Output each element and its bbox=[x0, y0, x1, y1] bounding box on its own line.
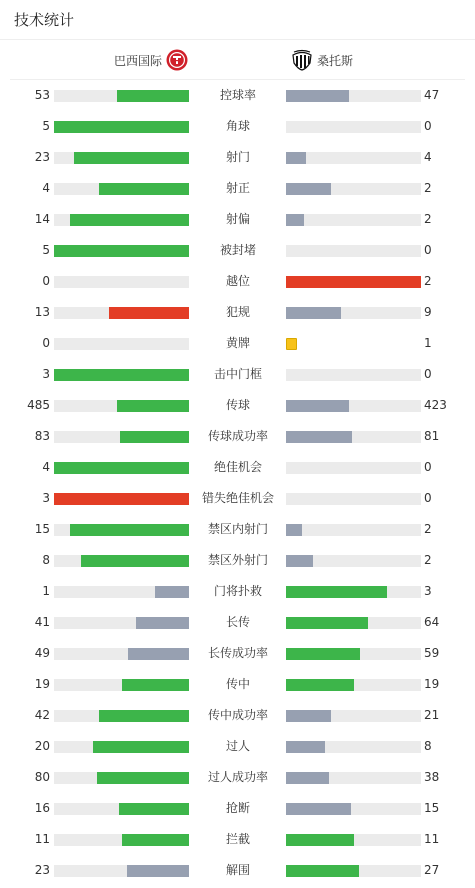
home-stat-bar-fill bbox=[54, 369, 189, 381]
stat-label: 长传成功率 bbox=[207, 646, 268, 660]
stat-row bbox=[0, 328, 475, 359]
stat-label: 解围 bbox=[225, 863, 250, 877]
away-stat-bar-fill bbox=[286, 679, 354, 691]
away-stat-value: 11 bbox=[424, 832, 440, 846]
away-stat-bar-fill bbox=[286, 276, 421, 288]
stat-label: 禁区内射门 bbox=[207, 522, 268, 536]
home-stat-bar bbox=[54, 276, 189, 288]
away-stat-bar-fill bbox=[286, 524, 302, 536]
away-stat-bar-fill bbox=[286, 152, 306, 164]
away-stat-bar bbox=[286, 369, 421, 381]
home-stat-bar-fill bbox=[54, 121, 189, 133]
away-stat-bar bbox=[286, 462, 421, 474]
away-stat-value: 59 bbox=[424, 646, 440, 660]
home-stat-value: 8 bbox=[42, 553, 50, 567]
away-stat-bar-fill bbox=[286, 431, 352, 443]
stat-label: 抢断 bbox=[225, 801, 250, 815]
away-stat-bar bbox=[286, 772, 421, 784]
away-stat-bar-fill bbox=[286, 617, 368, 629]
home-stat-value: 3 bbox=[42, 367, 50, 381]
away-stat-bar bbox=[286, 214, 421, 226]
home-stat-bar bbox=[54, 245, 189, 257]
home-stat-bar-fill bbox=[120, 431, 189, 443]
away-stat-bar bbox=[286, 245, 421, 257]
home-stat-value: 5 bbox=[42, 243, 50, 257]
home-stat-bar-fill bbox=[117, 400, 189, 412]
home-stat-value: 0 bbox=[42, 336, 50, 350]
home-stat-bar-fill bbox=[99, 183, 189, 195]
stat-label: 拦截 bbox=[225, 832, 250, 846]
stat-row bbox=[0, 855, 475, 886]
away-stat-bar-fill bbox=[286, 307, 341, 319]
home-stat-value: 15 bbox=[34, 522, 50, 536]
home-stat-bar-fill bbox=[54, 493, 189, 505]
stat-label: 传球 bbox=[225, 398, 250, 412]
away-stat-value: 2 bbox=[424, 181, 432, 195]
home-stat-value: 4 bbox=[42, 460, 50, 474]
home-stat-bar bbox=[54, 369, 189, 381]
home-stat-bar bbox=[54, 307, 189, 319]
stat-label: 犯规 bbox=[225, 305, 250, 319]
home-stat-value: 5 bbox=[42, 119, 50, 133]
away-team[interactable] bbox=[291, 40, 353, 80]
away-stat-bar-fill bbox=[286, 772, 329, 784]
home-stat-value: 53 bbox=[34, 88, 50, 102]
away-stat-value: 19 bbox=[424, 677, 440, 691]
away-stat-value: 15 bbox=[424, 801, 440, 815]
stat-row bbox=[0, 514, 475, 545]
away-stat-value: 38 bbox=[424, 770, 440, 784]
away-stat-bar bbox=[286, 183, 421, 195]
away-stat-value: 21 bbox=[424, 708, 440, 722]
away-stat-value: 4 bbox=[424, 150, 432, 164]
stat-label: 禁区外射门 bbox=[207, 553, 268, 567]
yellow-card-icon bbox=[286, 338, 297, 350]
home-stat-bar bbox=[54, 400, 189, 412]
home-stat-bar bbox=[54, 338, 189, 350]
home-stat-bar-fill bbox=[54, 462, 189, 474]
header bbox=[0, 0, 475, 40]
home-stat-bar bbox=[54, 865, 189, 877]
home-stat-bar-fill bbox=[117, 90, 189, 102]
home-stat-value: 485 bbox=[27, 398, 50, 412]
away-stat-bar-fill bbox=[286, 90, 349, 102]
away-stat-bar bbox=[286, 741, 421, 753]
stat-label: 过人成功率 bbox=[207, 770, 268, 784]
stat-label: 传球成功率 bbox=[207, 429, 268, 443]
away-stat-bar-fill bbox=[286, 555, 313, 567]
away-stat-value: 3 bbox=[424, 584, 432, 598]
home-stat-bar bbox=[54, 586, 189, 598]
away-stat-bar bbox=[286, 803, 421, 815]
away-stat-bar bbox=[286, 679, 421, 691]
stat-row bbox=[0, 700, 475, 731]
home-stat-bar-fill bbox=[136, 617, 189, 629]
home-stat-bar bbox=[54, 741, 189, 753]
away-stat-value: 27 bbox=[424, 863, 440, 877]
stat-row bbox=[0, 297, 475, 328]
stat-row bbox=[0, 669, 475, 700]
home-stat-bar bbox=[54, 524, 189, 536]
home-team-name: 巴西国际 bbox=[114, 53, 163, 68]
stat-label: 越位 bbox=[225, 274, 250, 288]
away-stat-bar-fill bbox=[286, 214, 304, 226]
home-stat-bar-fill bbox=[99, 710, 189, 722]
stat-row bbox=[0, 111, 475, 142]
stat-row bbox=[0, 421, 475, 452]
away-stat-bar bbox=[286, 276, 421, 288]
home-stat-value: 83 bbox=[34, 429, 50, 443]
home-stat-bar bbox=[54, 214, 189, 226]
stat-label: 过人 bbox=[225, 739, 250, 753]
stat-row bbox=[0, 359, 475, 390]
stat-row bbox=[0, 731, 475, 762]
away-stat-value: 2 bbox=[424, 553, 432, 567]
away-stat-value: 64 bbox=[424, 615, 440, 629]
away-stat-bar bbox=[286, 555, 421, 567]
stat-row bbox=[0, 173, 475, 204]
away-stat-bar-fill bbox=[286, 400, 349, 412]
away-stat-bar bbox=[286, 586, 421, 598]
home-stat-bar bbox=[54, 772, 189, 784]
stat-label: 射门 bbox=[225, 150, 250, 164]
away-stat-bar bbox=[286, 152, 421, 164]
stat-row bbox=[0, 638, 475, 669]
away-stat-value: 8 bbox=[424, 739, 432, 753]
stat-row bbox=[0, 607, 475, 638]
home-stat-value: 80 bbox=[34, 770, 50, 784]
away-stat-bar bbox=[286, 524, 421, 536]
home-stat-bar bbox=[54, 90, 189, 102]
away-stat-bar bbox=[286, 865, 421, 877]
stat-row bbox=[0, 235, 475, 266]
away-stat-value: 81 bbox=[424, 429, 440, 443]
home-stat-bar bbox=[54, 183, 189, 195]
home-stat-bar-fill bbox=[122, 834, 190, 846]
home-stat-value: 42 bbox=[34, 708, 50, 722]
away-stat-value: 0 bbox=[424, 460, 432, 474]
away-stat-value: 9 bbox=[424, 305, 432, 319]
stat-label: 门将扑救 bbox=[213, 584, 262, 598]
home-stat-value: 14 bbox=[34, 212, 50, 226]
stat-label: 被封堵 bbox=[219, 243, 256, 257]
stat-label: 角球 bbox=[225, 119, 250, 133]
stat-row bbox=[0, 824, 475, 855]
home-stat-value: 20 bbox=[34, 739, 50, 753]
home-stat-bar-fill bbox=[97, 772, 189, 784]
away-stat-bar bbox=[286, 307, 421, 319]
home-stat-bar bbox=[54, 834, 189, 846]
home-stat-bar bbox=[54, 493, 189, 505]
home-stat-bar bbox=[54, 462, 189, 474]
santos-crest-icon bbox=[291, 49, 313, 71]
home-stat-value: 49 bbox=[34, 646, 50, 660]
away-stat-bar-fill bbox=[286, 834, 354, 846]
home-stat-value: 4 bbox=[42, 181, 50, 195]
stat-label: 传中 bbox=[225, 677, 250, 691]
stat-row bbox=[0, 390, 475, 421]
away-stat-bar bbox=[286, 648, 421, 660]
home-team[interactable] bbox=[114, 40, 188, 80]
home-stat-bar-fill bbox=[70, 524, 189, 536]
home-stat-bar bbox=[54, 803, 189, 815]
away-stat-value: 2 bbox=[424, 522, 432, 536]
stat-label: 射正 bbox=[225, 181, 250, 195]
home-stat-value: 11 bbox=[34, 832, 50, 846]
home-stat-bar-fill bbox=[109, 307, 189, 319]
home-stat-value: 41 bbox=[34, 615, 50, 629]
away-stat-value: 0 bbox=[424, 491, 432, 505]
stat-label: 击中门框 bbox=[213, 367, 262, 381]
internacional-crest-icon bbox=[166, 49, 188, 71]
stat-label: 传中成功率 bbox=[207, 708, 268, 722]
home-stat-bar-fill bbox=[127, 865, 189, 877]
stat-row bbox=[0, 483, 475, 514]
home-stat-bar bbox=[54, 152, 189, 164]
away-stat-bar-fill bbox=[286, 865, 359, 877]
stat-label: 射偏 bbox=[225, 212, 250, 226]
away-stat-bar bbox=[286, 493, 421, 505]
stat-row bbox=[0, 80, 475, 111]
home-stat-value: 1 bbox=[42, 584, 50, 598]
away-stat-value: 423 bbox=[424, 398, 447, 412]
away-stat-bar-fill bbox=[286, 741, 325, 753]
away-stat-value: 2 bbox=[424, 274, 432, 288]
home-stat-bar bbox=[54, 679, 189, 691]
home-stat-bar-fill bbox=[70, 214, 189, 226]
home-stat-value: 16 bbox=[34, 801, 50, 815]
home-stat-value: 23 bbox=[34, 863, 50, 877]
home-stat-bar-fill bbox=[93, 741, 189, 753]
away-stat-value: 1 bbox=[424, 336, 432, 350]
stat-row bbox=[0, 452, 475, 483]
home-stat-value: 19 bbox=[34, 677, 50, 691]
home-stat-bar bbox=[54, 648, 189, 660]
stat-row bbox=[0, 545, 475, 576]
away-stat-value: 0 bbox=[424, 367, 432, 381]
home-stat-bar-fill bbox=[128, 648, 189, 660]
away-stat-bar bbox=[286, 400, 421, 412]
away-stat-bar bbox=[286, 431, 421, 443]
away-stat-bar-fill bbox=[286, 586, 387, 598]
stat-label: 控球率 bbox=[219, 88, 256, 102]
home-stat-bar bbox=[54, 121, 189, 133]
away-stat-bar-fill bbox=[286, 648, 360, 660]
stat-row bbox=[0, 793, 475, 824]
home-stat-bar-fill bbox=[81, 555, 189, 567]
away-stat-bar-fill bbox=[286, 183, 331, 195]
stat-row bbox=[0, 266, 475, 297]
home-stat-bar bbox=[54, 710, 189, 722]
home-stat-value: 0 bbox=[42, 274, 50, 288]
stat-label: 长传 bbox=[225, 615, 250, 629]
away-stat-bar bbox=[286, 710, 421, 722]
away-stat-value: 0 bbox=[424, 119, 432, 133]
away-stat-value: 47 bbox=[424, 88, 440, 102]
home-stat-bar-fill bbox=[119, 803, 189, 815]
home-stat-value: 13 bbox=[34, 305, 50, 319]
away-stat-bar-fill bbox=[286, 803, 351, 815]
away-stat-value: 0 bbox=[424, 243, 432, 257]
home-stat-bar-fill bbox=[74, 152, 189, 164]
home-stat-bar-fill bbox=[122, 679, 190, 691]
home-stat-bar bbox=[54, 617, 189, 629]
stat-row bbox=[0, 762, 475, 793]
stats-list bbox=[0, 80, 475, 886]
stat-row bbox=[0, 576, 475, 607]
home-stat-bar bbox=[54, 555, 189, 567]
teams-header bbox=[10, 40, 465, 80]
away-stat-bar-fill bbox=[286, 710, 331, 722]
away-stat-bar bbox=[286, 834, 421, 846]
stat-row bbox=[0, 142, 475, 173]
home-stat-bar-fill bbox=[54, 245, 189, 257]
home-stat-value: 23 bbox=[34, 150, 50, 164]
away-stat-bar bbox=[286, 121, 421, 133]
home-stat-bar bbox=[54, 431, 189, 443]
stat-row bbox=[0, 204, 475, 235]
stat-label: 黄牌 bbox=[225, 336, 250, 350]
away-stat-bar bbox=[286, 90, 421, 102]
stat-label: 绝佳机会 bbox=[213, 460, 262, 474]
page-title: 技术统计 bbox=[14, 11, 75, 29]
home-stat-value: 3 bbox=[42, 491, 50, 505]
away-stat-bar bbox=[286, 617, 421, 629]
home-stat-bar-fill bbox=[155, 586, 189, 598]
stat-label: 错失绝佳机会 bbox=[201, 491, 274, 505]
away-stat-value: 2 bbox=[424, 212, 432, 226]
away-team-name: 桑托斯 bbox=[317, 53, 354, 68]
